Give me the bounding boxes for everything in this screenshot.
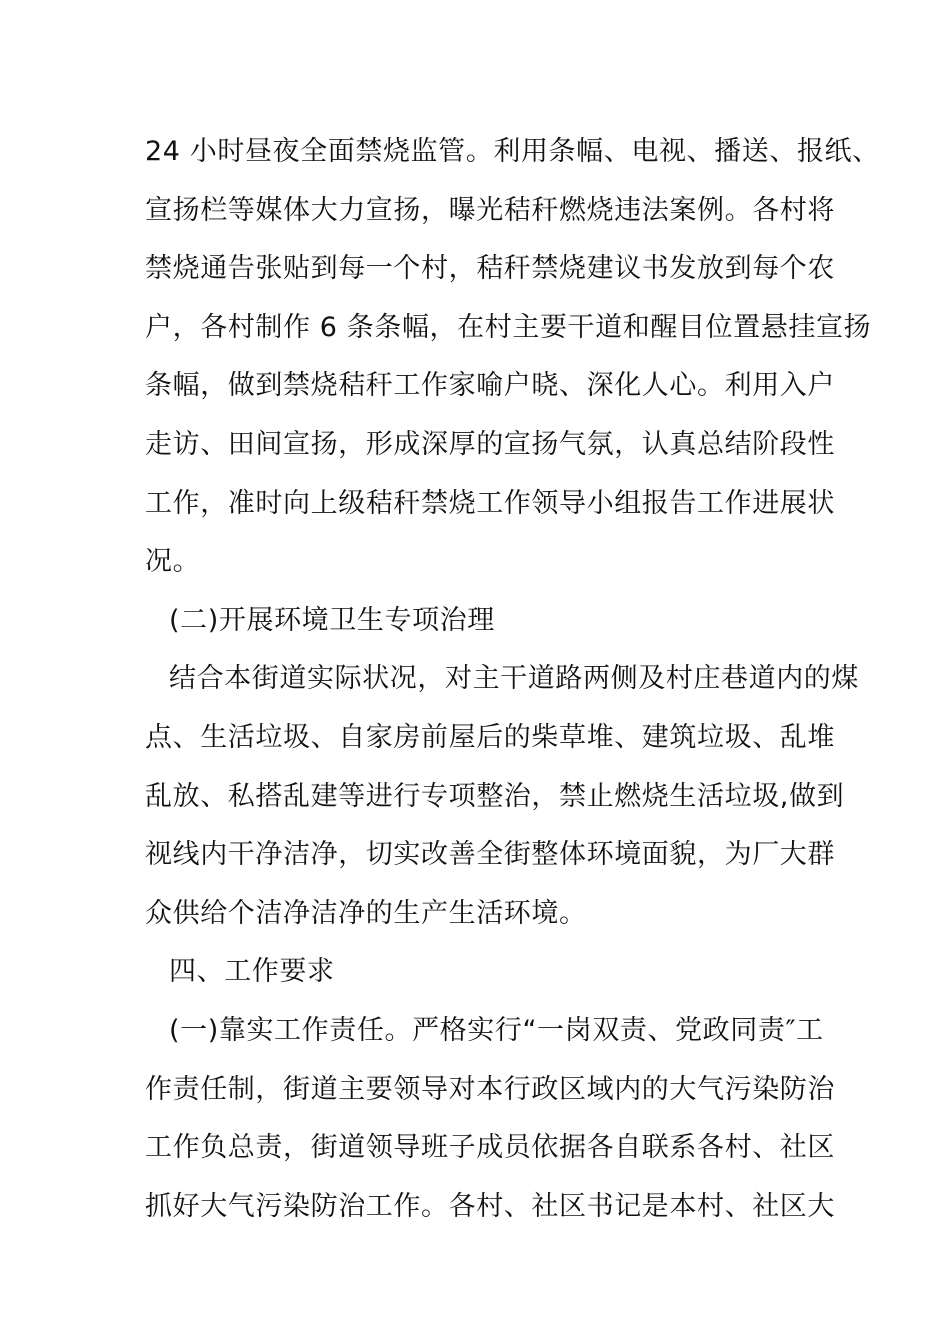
text-line: 众供给个洁净洁净的生产生活环境。	[145, 897, 587, 929]
text-line: 工作负总责，街道领导班子成员依据各自联系各村、社区	[145, 1132, 835, 1164]
document-body	[145, 123, 880, 1236]
section-heading: 四、工作要求	[169, 956, 335, 988]
text-line: 作责任制，街道主要领导对本行政区域内的大气污染防治	[145, 1073, 835, 1105]
text-line: 24 小时昼夜全面禁烧监管。利用条幅、电视、播送、报纸、	[145, 136, 880, 167]
text-line: 工作，准时向上级秸秆禁烧工作领导小组报告工作进展状	[145, 487, 835, 519]
text-line: 况。	[145, 546, 201, 578]
text-line: 视线内干净洁净，切实改善全街整体环境面貌，为厂大群	[145, 839, 835, 871]
text-line: 结合本街道实际状况，对主干道路两侧及村庄巷道内的煤	[169, 663, 859, 695]
section-heading: (二)开展环境卫生专项治理	[169, 604, 495, 636]
text-line: 宣扬栏等媒体大力宣扬，曝光秸秆燃烧违法案例。各村将	[145, 194, 835, 226]
text-line: 条幅，做到禁烧秸秆工作家喻户晓、深化人心。利用入户	[145, 370, 835, 402]
text-line: 点、生活垃圾、自家房前屋后的柴草堆、建筑垃圾、乱堆	[145, 721, 835, 753]
text-line: 禁烧通告张贴到每一个村，秸秆禁烧建议书发放到每个农	[145, 253, 835, 285]
text-line: 户，各村制作 6 条条幅，在村主要干道和醒目位置悬挂宣扬	[145, 311, 872, 343]
text-line: 走访、田间宣扬，形成深厚的宣扬气氛，认真总结阶段性	[145, 428, 835, 460]
text-line: (一)靠实工作责任。严格实行“一岗双责、党政同责″工	[169, 1014, 824, 1046]
text-line: 乱放、私搭乱建等进行专项整治，禁止燃烧生活垃圾,做到	[145, 780, 845, 812]
text-line: 抓好大气污染防治工作。各村、社区书记是本村、社区大	[145, 1190, 835, 1222]
